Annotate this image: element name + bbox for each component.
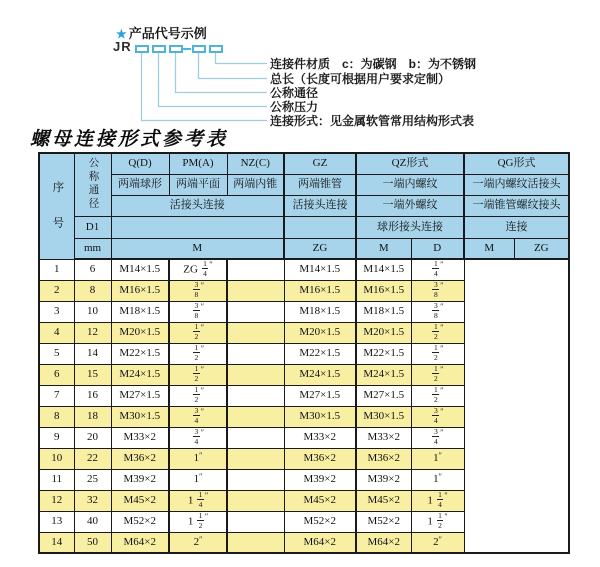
- table-cell: 7: [39, 385, 74, 406]
- header-mm: mm: [74, 238, 111, 259]
- table-cell: [227, 448, 284, 469]
- table-cell: $\frac{3}{4}$ ″: [411, 406, 464, 427]
- code-label-connection: 连接形式：见金属软管常用结构形式表: [270, 114, 475, 128]
- table-row: [39, 469, 569, 490]
- table-cell: 40: [74, 511, 111, 532]
- star-icon: ★: [116, 27, 127, 41]
- header-qz-m: M: [356, 238, 411, 259]
- table-cell: M20×1.5: [284, 322, 356, 343]
- product-code-heading-text: 产品代号示例: [128, 26, 207, 41]
- table-cell: ZG $\frac{1}{4}$ ″: [169, 259, 227, 280]
- header-pm-sub: 两端平面: [169, 174, 227, 195]
- header-q: Q(D): [111, 153, 169, 174]
- header-qg-sub3: 连接: [464, 216, 569, 238]
- table-row: [39, 427, 569, 448]
- code-box-4: [192, 45, 206, 53]
- table-cell: M18×1.5: [284, 301, 356, 322]
- table-cell: [227, 322, 284, 343]
- table-cell: M39×2: [284, 469, 356, 490]
- table-cell: M33×2: [356, 427, 411, 448]
- table-cell: M45×2: [356, 490, 411, 511]
- table-cell: [227, 385, 284, 406]
- table-cell: $\frac{3}{8}$ ″: [411, 280, 464, 301]
- table-cell: [227, 469, 284, 490]
- table-cell: $\frac{3}{8}$ ″: [169, 280, 227, 301]
- header-qz-d: D: [411, 238, 464, 259]
- table-row: [39, 490, 569, 511]
- table-row: [39, 385, 569, 406]
- table-cell: M30×1.5: [284, 406, 356, 427]
- table-row: [39, 322, 569, 343]
- table-cell: M52×2: [284, 511, 356, 532]
- table-cell: $\frac{1}{2}$ ″: [411, 364, 464, 385]
- table-cell: 18: [74, 406, 111, 427]
- header-qg-sub2: 一端锥管螺纹接头: [464, 195, 569, 216]
- table-cell: 25: [74, 469, 111, 490]
- header-empty-1: [111, 216, 284, 238]
- table-cell: M52×2: [111, 511, 169, 532]
- table-cell: 10: [74, 301, 111, 322]
- header-q-sub: 两端球形: [111, 174, 169, 195]
- table-cell: [227, 343, 284, 364]
- table-cell: 1 $\frac{1}{4}$ ″: [169, 490, 227, 511]
- header-gz-union: 活接头连接: [284, 195, 356, 216]
- table-row: [39, 280, 569, 301]
- table-row: [39, 259, 569, 280]
- table-cell: $\frac{1}{2}$ ″: [169, 322, 227, 343]
- table-cell: 15: [74, 364, 111, 385]
- table-cell: M14×1.5: [284, 259, 356, 280]
- table-cell: $\frac{3}{4}$ ″: [169, 406, 227, 427]
- table-cell: M27×1.5: [284, 385, 356, 406]
- code-label-length: 总长（长度可根据用户要求定制）: [270, 72, 451, 86]
- table-row: [39, 343, 569, 364]
- table-cell: M22×1.5: [111, 343, 169, 364]
- code-box-2: [152, 45, 166, 53]
- code-label-diameter: 公称通径: [270, 86, 319, 100]
- table-cell: M16×1.5: [111, 280, 169, 301]
- table-cell: 1″: [169, 469, 227, 490]
- table-cell: $\frac{1}{2}$ ″: [411, 322, 464, 343]
- table-cell: [227, 427, 284, 448]
- table-cell: 14: [74, 343, 111, 364]
- table-cell: 2: [39, 280, 74, 301]
- table-cell: [227, 301, 284, 322]
- table-cell: M20×1.5: [111, 322, 169, 343]
- table-cell: M22×1.5: [284, 343, 356, 364]
- table-cell: M14×1.5: [111, 259, 169, 280]
- table-cell: M18×1.5: [356, 301, 411, 322]
- table-cell: $\frac{1}{4}$ ″: [411, 259, 464, 280]
- code-label-pressure: 公称压力: [270, 100, 319, 114]
- table-cell: 8: [39, 406, 74, 427]
- table-cell: $\frac{1}{2}$ ″: [169, 343, 227, 364]
- table-cell: 1 $\frac{1}{2}$ ″: [411, 511, 464, 532]
- header-qg-m: M: [464, 238, 514, 259]
- table-body: [39, 259, 569, 553]
- table-cell: M27×1.5: [111, 385, 169, 406]
- table-cell: $\frac{3}{4}$ ″: [411, 427, 464, 448]
- table-cell: M45×2: [284, 490, 356, 511]
- header-qg: QG形式: [464, 153, 569, 174]
- table-cell: 1″: [169, 448, 227, 469]
- table-cell: 20: [74, 427, 111, 448]
- table-cell: 6: [74, 259, 111, 280]
- table-cell: M24×1.5: [356, 364, 411, 385]
- nut-connection-table: [38, 152, 570, 554]
- table-cell: $\frac{3}{8}$ ″: [169, 301, 227, 322]
- header-qz: QZ形式: [356, 153, 464, 174]
- table-cell: M30×1.5: [111, 406, 169, 427]
- table-cell: M20×1.5: [356, 322, 411, 343]
- code-dash: [183, 48, 191, 50]
- table-cell: 1 $\frac{1}{2}$ ″: [169, 511, 227, 532]
- table-cell: $\frac{3}{8}$ ″: [411, 301, 464, 322]
- header-pm: PM(A): [169, 153, 227, 174]
- header-nz-sub: 两端内锥: [227, 174, 284, 195]
- table-cell: 4: [39, 322, 74, 343]
- table-cell: M52×2: [356, 511, 411, 532]
- code-label-material: 连接件材质 c：为碳钢 b：为不锈钢: [270, 57, 477, 71]
- table-row: [39, 448, 569, 469]
- table-cell: 1: [39, 259, 74, 280]
- table-cell: M33×2: [111, 427, 169, 448]
- table-cell: 16: [74, 385, 111, 406]
- table-cell: [227, 364, 284, 385]
- table-cell: 8: [74, 280, 111, 301]
- table-cell: 12: [74, 322, 111, 343]
- table-cell: M36×2: [111, 448, 169, 469]
- header-qz-sub2: 一端外螺纹: [356, 195, 464, 216]
- header-d1: D1: [74, 216, 111, 238]
- table-cell: [227, 259, 284, 280]
- table-row: [39, 301, 569, 322]
- table-cell: 10: [39, 448, 74, 469]
- table-cell: M16×1.5: [284, 280, 356, 301]
- table-cell: 3: [39, 301, 74, 322]
- table-cell: 1″: [411, 448, 464, 469]
- code-box-1: [135, 45, 149, 53]
- table-cell: M64×2: [284, 532, 356, 553]
- table-cell: 1 $\frac{1}{4}$ ″: [411, 490, 464, 511]
- table-cell: 6: [39, 364, 74, 385]
- table-cell: $\frac{1}{2}$ ″: [169, 385, 227, 406]
- table-cell: M30×1.5: [356, 406, 411, 427]
- table-cell: [227, 406, 284, 427]
- header-qg-zg: ZG: [514, 238, 569, 259]
- table-cell: M14×1.5: [356, 259, 411, 280]
- table-cell: 32: [74, 490, 111, 511]
- table-cell: M64×2: [356, 532, 411, 553]
- table-row: [39, 532, 569, 553]
- header-qz-sub1: 一端内螺纹: [356, 174, 464, 195]
- table-cell: $\frac{3}{4}$ ″: [169, 427, 227, 448]
- table-cell: M22×1.5: [356, 343, 411, 364]
- table-cell: 2″: [411, 532, 464, 553]
- table-cell: 12: [39, 490, 74, 511]
- table-cell: M27×1.5: [356, 385, 411, 406]
- table-cell: [227, 532, 284, 553]
- header-empty-2: [284, 216, 356, 238]
- table-cell: 9: [39, 427, 74, 448]
- table-cell: M64×2: [111, 532, 169, 553]
- table-cell: M33×2: [284, 427, 356, 448]
- table-cell: M24×1.5: [284, 364, 356, 385]
- table-cell: 2″: [169, 532, 227, 553]
- table-cell: 22: [74, 448, 111, 469]
- table-cell: M24×1.5: [111, 364, 169, 385]
- table-cell: M39×2: [111, 469, 169, 490]
- header-zg: ZG: [284, 238, 356, 259]
- table-cell: $\frac{1}{2}$ ″: [411, 343, 464, 364]
- table-cell: 11: [39, 469, 74, 490]
- header-dn: 公称通径: [74, 153, 111, 216]
- header-gz-sub: 两端锥管: [284, 174, 356, 195]
- header-qz-sub3: 球形接头连接: [356, 216, 464, 238]
- table-cell: M39×2: [356, 469, 411, 490]
- table-header: [39, 153, 569, 259]
- table-cell: [227, 511, 284, 532]
- table-cell: 13: [39, 511, 74, 532]
- code-box-5: [209, 45, 223, 53]
- code-prefix: JR: [113, 39, 132, 54]
- table-cell: 5: [39, 343, 74, 364]
- table-cell: M16×1.5: [356, 280, 411, 301]
- table-cell: [227, 490, 284, 511]
- header-seq: 序号: [39, 153, 74, 259]
- code-box-3: [169, 45, 183, 53]
- header-qg-sub1: 一端内螺纹活接头: [464, 174, 569, 195]
- table-cell: M36×2: [356, 448, 411, 469]
- table-cell: 50: [74, 532, 111, 553]
- table-title: 螺母连接形式参考表: [30, 129, 229, 150]
- table-cell: M45×2: [111, 490, 169, 511]
- header-union: 活接头连接: [111, 195, 284, 216]
- table-cell: $\frac{1}{2}$ ″: [169, 364, 227, 385]
- table-row: [39, 406, 569, 427]
- table-cell: M18×1.5: [111, 301, 169, 322]
- table-cell: $\frac{1}{2}$ ″: [411, 385, 464, 406]
- header-m: M: [111, 238, 284, 259]
- header-gz: GZ: [284, 153, 356, 174]
- table-cell: 14: [39, 532, 74, 553]
- table-cell: 1″: [411, 469, 464, 490]
- header-nz: NZ(C): [227, 153, 284, 174]
- table-row: [39, 511, 569, 532]
- table-cell: [227, 280, 284, 301]
- table-row: [39, 364, 569, 385]
- table-cell: M36×2: [284, 448, 356, 469]
